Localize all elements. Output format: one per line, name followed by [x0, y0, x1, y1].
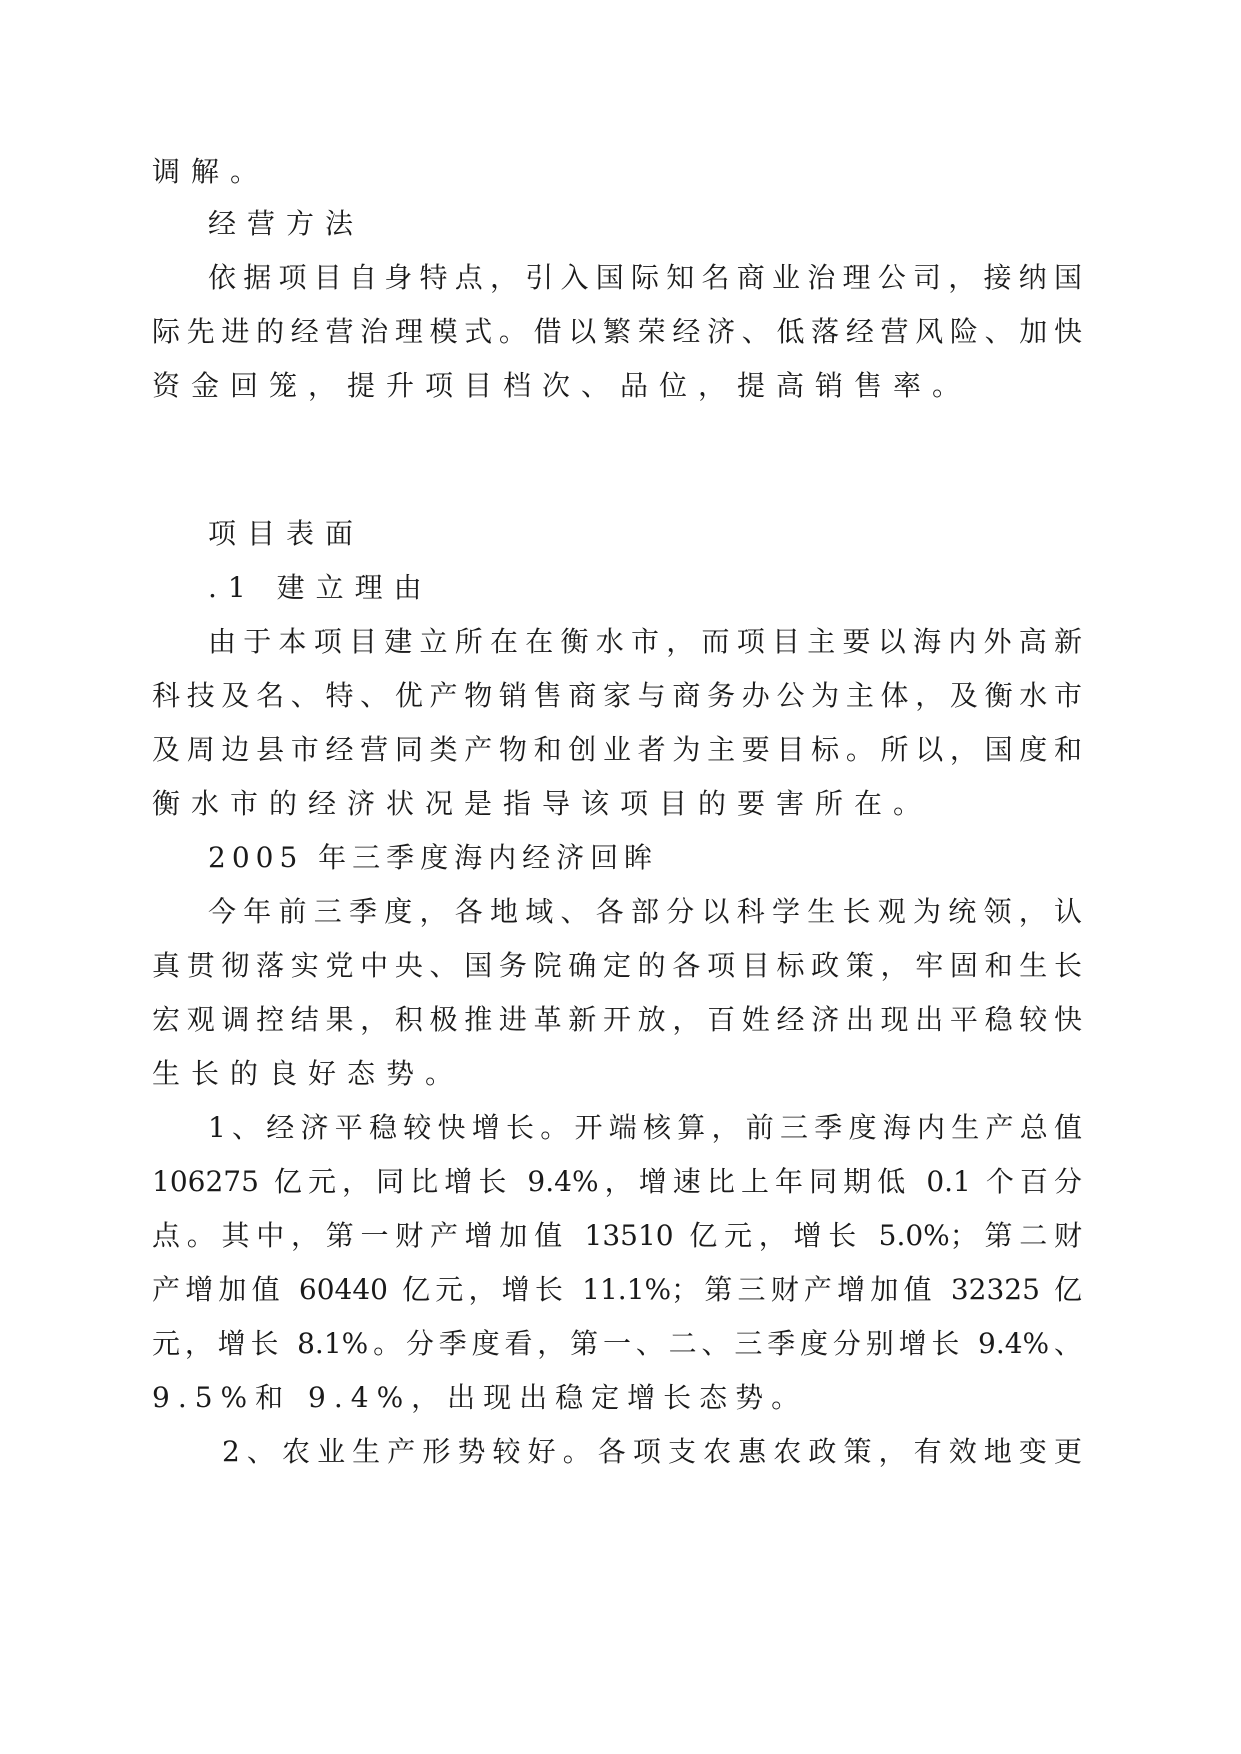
subsection-heading-reason: .1 建立理由	[208, 571, 433, 604]
paragraph-line: 106275 亿元，同比增长 9.4%，增速比上年同期低 0.1 个百分	[152, 1165, 1082, 1198]
paragraph-line: 衡水市的经济状况是指导该项目的要害所在。	[152, 787, 933, 820]
paragraph-line: 真贯彻落实党中央、国务院确定的各项目标政策，牢固和生长	[152, 949, 1082, 982]
paragraph-line: 今年前三季度，各地域、各部分以科学生长观为统领，认	[208, 895, 1082, 928]
paragraph-line: 产增加值 60440 亿元，增长 11.1%；第三财产增加值 32325 亿	[152, 1273, 1082, 1306]
paragraph-line: 1、经济平稳较快增长。开端核算，前三季度海内生产总值	[208, 1111, 1082, 1144]
section-heading-project-overview: 项目表面	[208, 517, 365, 550]
paragraph-line: 依据项目自身特点，引入国际知名商业治理公司，接纳国	[208, 261, 1082, 294]
paragraph-line: 元，增长 8.1%。分季度看，第一、二、三季度分别增长 9.4%、	[152, 1327, 1082, 1360]
paragraph-line: 及周边县市经营同类产物和创业者为主要目标。所以，国度和	[152, 733, 1082, 766]
paragraph-line: 资金回笼，提升项目档次、品位，提高销售率。	[152, 369, 972, 402]
paragraph-line: 科技及名、特、优产物销售商家与商务办公为主体，及衡水市	[152, 679, 1082, 712]
paragraph-line: 点。其中，第一财产增加值 13510 亿元，增长 5.0%；第二财	[152, 1219, 1082, 1252]
paragraph-line: 生长的良好态势。	[152, 1057, 465, 1090]
section-heading-business-method: 经营方法	[208, 207, 365, 240]
paragraph-line: 际先进的经营治理模式。借以繁荣经济、低落经营风险、加快	[152, 315, 1082, 348]
section-heading-economy-review: 2005 年三季度海内经济回眸	[208, 841, 659, 874]
paragraph-continuation-line: 调解。	[152, 155, 270, 188]
paragraph-line: 2、农业生产形势较好。各项支农惠农政策，有效地变更	[222, 1435, 1082, 1468]
paragraph-line: 9.5%和 9.4%，出现出稳定增长态势。	[152, 1381, 808, 1414]
paragraph-line: 宏观调控结果，积极推进革新开放，百姓经济出现出平稳较快	[152, 1003, 1082, 1036]
paragraph-line: 由于本项目建立所在在衡水市，而项目主要以海内外高新	[208, 625, 1082, 658]
